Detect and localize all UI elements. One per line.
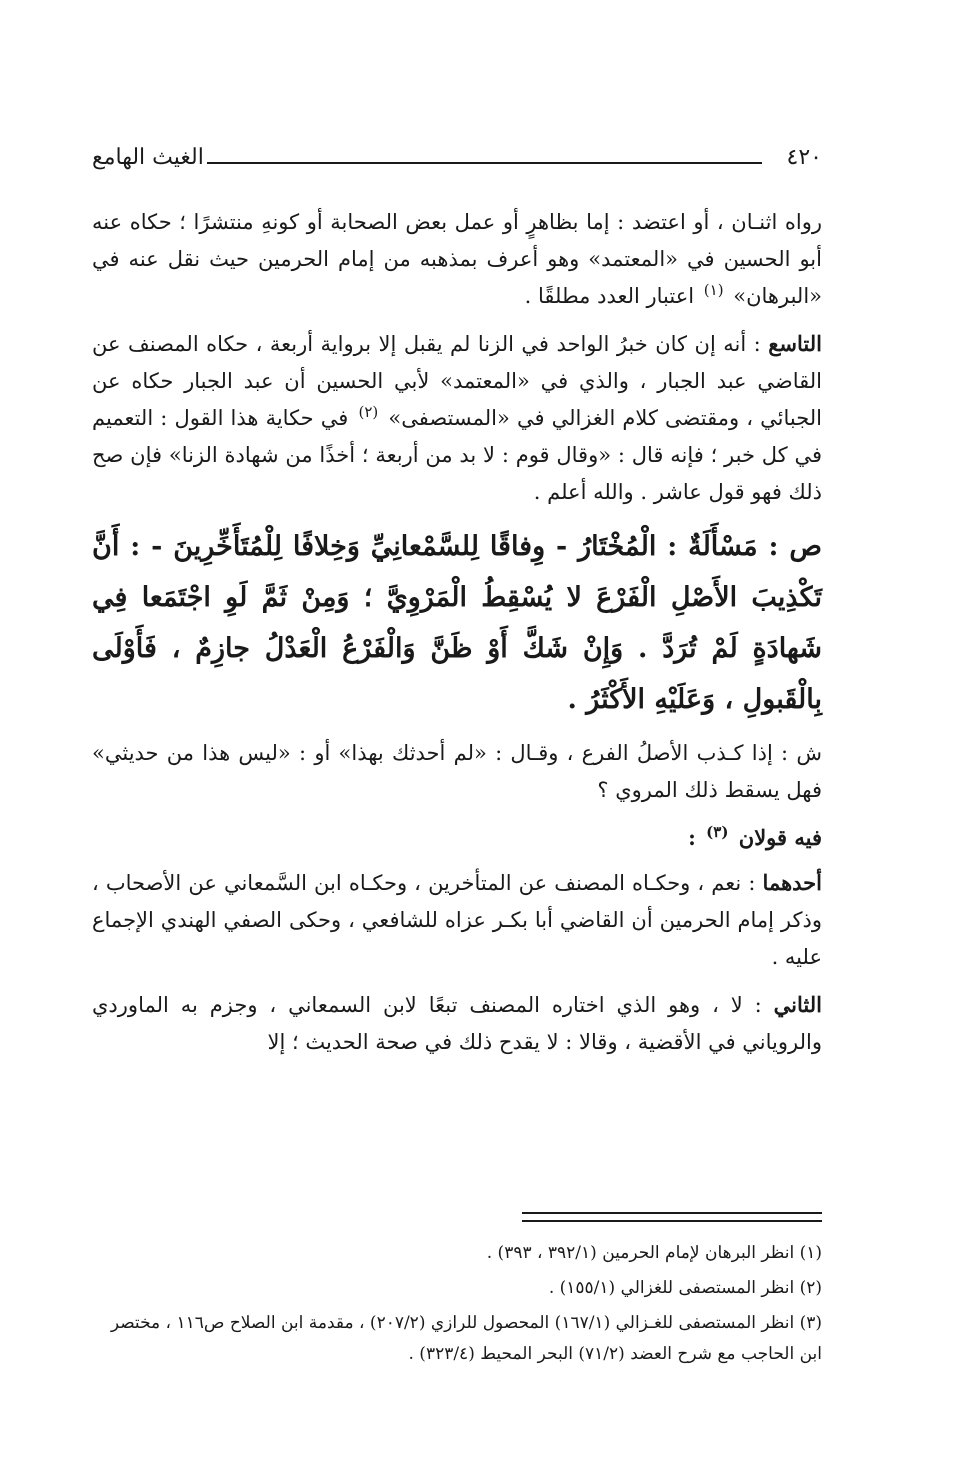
matn-text: ص : مَسْأَلَةٌ : الْمُخْتَارُ - وِفاقًا لِلسَّمْعانِيِّ وَخِلافًا لِلْمُتَأَخِّرِينَ - : أَنَّ تَكْذِيبَ الأَصْلِ الْفَرْعَ لا يُسْقِطُ الْمَرْوِيَّ ؛ وَمِنْ ثَمَّ لَوِ اجْتَمَعا فِي شَهادَةٍ لَمْ تُرَدَّ . وَإِنْ شَكَّ أَوْ ظَنَّ وَالْفَرْعُ الْعَدْلُ جازِمٌ ، فَأَوْلَى بِالْقَبولِ ، وَعَلَيْهِ الأَكْثَرُ . [92, 531, 822, 715]
paragraph-4-lead: فيه قولان [738, 825, 822, 850]
paragraph-6-text: : لا ، وهو الذي اختاره المصنف تبعًا لابن السمعاني ، وجزم به الماوردي والروياني في الأقضية ، وقالا : لا يقدح ذلك في صحة الحديث ؛ إلا [92, 993, 822, 1054]
header-rule [207, 162, 762, 164]
paragraph-1-text-a: رواه اثنـان ، أو اعتضد : إما بظاهرٍ أو عمل بعض الصحابة أو كونهِ منتشرًا ؛ حكاه عنه أبو الحسين في «المعتمد» وهو أعرف بمذهبه من إمام الحرمين حيث نقل عنه في «البرهان» [92, 210, 822, 308]
footnote-marker-3: (٣) [706, 823, 729, 841]
paragraph-1 [92, 204, 822, 315]
paragraph-6-lead: الثاني [773, 992, 822, 1017]
footnote-1: (١) انظر البرهان لإمام الحرمين (٣٩٢/١ ، ٣٩٣) . [486, 1243, 822, 1263]
footnote-marker-2: (٢) [358, 403, 379, 421]
footnote-2: (٢) انظر المستصفى للغزالي (١٥٥/١) . [548, 1278, 822, 1298]
footnote-marker-1: (١) [703, 281, 724, 299]
paragraph-1-text-b: اعتبار العدد مطلقًا . [524, 284, 695, 308]
paragraph-4-text: : [688, 825, 696, 850]
running-title: الغيث الهامع [92, 145, 204, 170]
paragraph-6 [92, 986, 822, 1061]
footnotes [92, 1238, 822, 1374]
paragraph-5-text: : نعم ، وحكـاه المصنف عن المتأخرين ، وحكـاه ابن السَّمعاني عن الأصحاب ، وذكر إمام الحرمين أن القاضي أبا بكـر عزاه للشافعي ، وحكى الصفي الهندي الإجماع عليه . [92, 871, 822, 969]
paragraph-2-lead: التاسع [768, 331, 822, 356]
paragraph-4 [92, 819, 822, 856]
footnote-3: (٣) انظر المستصفى للغـزالي (١٦٧/١) المحصول للرازي (٢٠٧/٢) ، مقدمة ابن الصلاح ص١١٦ ، مختصر ابن الحاجب مع شرح العضد (٧١/٢) البحر المحيط (٣٢٣/٤) . [110, 1313, 822, 1364]
paragraph-2-text-b: في حكاية هذا القول : التعميم في كل خبر ؛ فإنه قال : «وقال قوم : لا بد من أربعة ؛ أخذًا من شهادة الزنا» فإن صح ذلك فهو قول عاشر . والله أعلم . [92, 406, 822, 504]
paragraph-5-lead: أحدهما [762, 870, 822, 895]
page-number: ٤٢٠ [786, 145, 822, 170]
footnote-divider [522, 1212, 822, 1222]
page-header [92, 140, 822, 174]
paragraph-5 [92, 864, 822, 976]
paragraph-2-text-a: : أنه إن كان خبرُ الواحد في الزنا لم يقبل إلا برواية أربعة ، حكاه المصنف عن القاضي عبد الجبار ، والذي في «المعتمد» لأبي الحسين أن عبد الجبار حكاه عن الجبائي ، ومقتضى كلام الغزالي في «المستصفى» [92, 332, 822, 430]
paragraph-3 [92, 735, 822, 809]
main-text [92, 204, 822, 1071]
paragraph-2 [92, 325, 822, 511]
paragraph-3-text: ش : إذا كـذب الأصلُ الفرع ، وقـال : «لم أحدثك بهذا» أو : «ليس هذا من حديثي» فهل يسقط ذلك المروي ؟ [92, 741, 822, 802]
